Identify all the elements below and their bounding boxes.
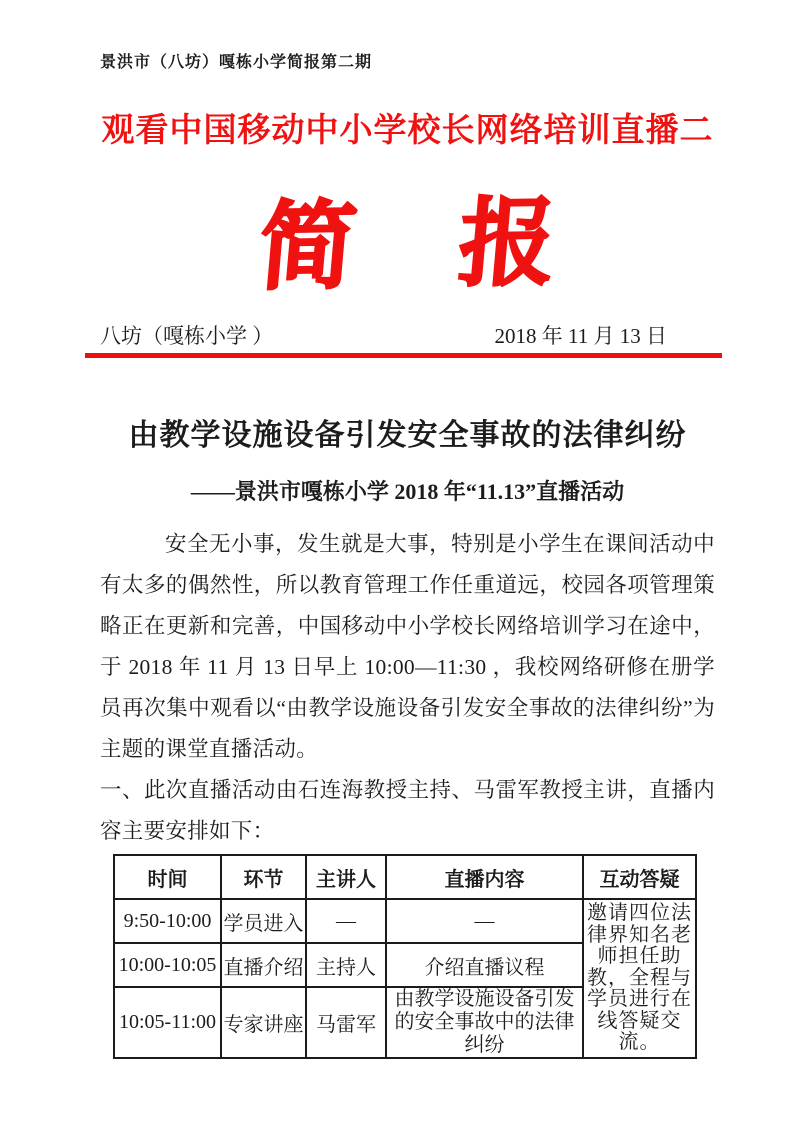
cell-speaker: 马雷军 (306, 987, 386, 1058)
column-header-qa: 互动答疑 (583, 855, 696, 899)
column-header-stage: 环节 (221, 855, 306, 899)
paragraph: 安全无小事，发生就是大事，特别是小学生在课间活动中有太多的偶然性，所以教育管理工作任重道远，校园各项管理策略正在更新和完善，中国移动中小学校长网络培训学习在途中，于 2018 年 11 月 13 日早上 10:00—11:30 ，我校网络研修在册学员再次集中观看以“由教学设施设备引发安全事故的法律纠纷”为主题的课堂直播活动。 (100, 532, 715, 761)
cell-time: 10:00-10:05 (114, 943, 221, 987)
cell-time: 10:05-11:00 (114, 987, 221, 1058)
column-header-content: 直播内容 (386, 855, 583, 899)
qa-note-cell: 邀请四位法律界知名老师担任助教，全程与学员进行在线答疑交流。 (583, 899, 696, 1058)
table-row (114, 899, 696, 943)
cell-content: 介绍直播议程 (386, 943, 583, 987)
column-header-time: 时间 (114, 855, 221, 899)
banner-calligraphy: 简 报 (254, 185, 561, 304)
table-header-row (114, 855, 696, 899)
masthead-text: 景洪市（八坊）嘎栋小学简报第二期 (100, 54, 373, 71)
divider-rule (85, 353, 722, 358)
schedule-table (113, 854, 697, 1059)
column-header-speaker: 主讲人 (306, 855, 386, 899)
cell-content: — (386, 899, 583, 943)
issue-date: 2018 年 11 月 13 日 (494, 324, 667, 348)
cell-speaker: 主持人 (306, 943, 386, 987)
article-subtitle: ——景洪市嘎栋小学 2018 年“11.13”直播活动 (190, 479, 625, 504)
cell-stage: 学员进入 (221, 899, 306, 943)
article-title: 由教学设施设备引发安全事故的法律纠纷 (128, 419, 687, 452)
bulletin-headline: 观看中国移动中小学校长网络培训直播二 (101, 113, 714, 149)
issuer-row (100, 323, 715, 349)
issuer-text: 八坊（嘎栋小学 ） (100, 324, 274, 348)
cell-time: 9:50-10:00 (114, 899, 221, 943)
cell-stage: 专家讲座 (221, 987, 306, 1058)
cell-speaker: — (306, 899, 386, 943)
cell-content: 由教学设施设备引发的安全事故中的法律纠纷 (386, 987, 583, 1058)
cell-stage: 直播介绍 (221, 943, 306, 987)
paragraph: 一、此次直播活动由石连海教授主持、马雷军教授主讲，直播内容主要安排如下： (100, 778, 715, 843)
article-body (100, 524, 715, 852)
